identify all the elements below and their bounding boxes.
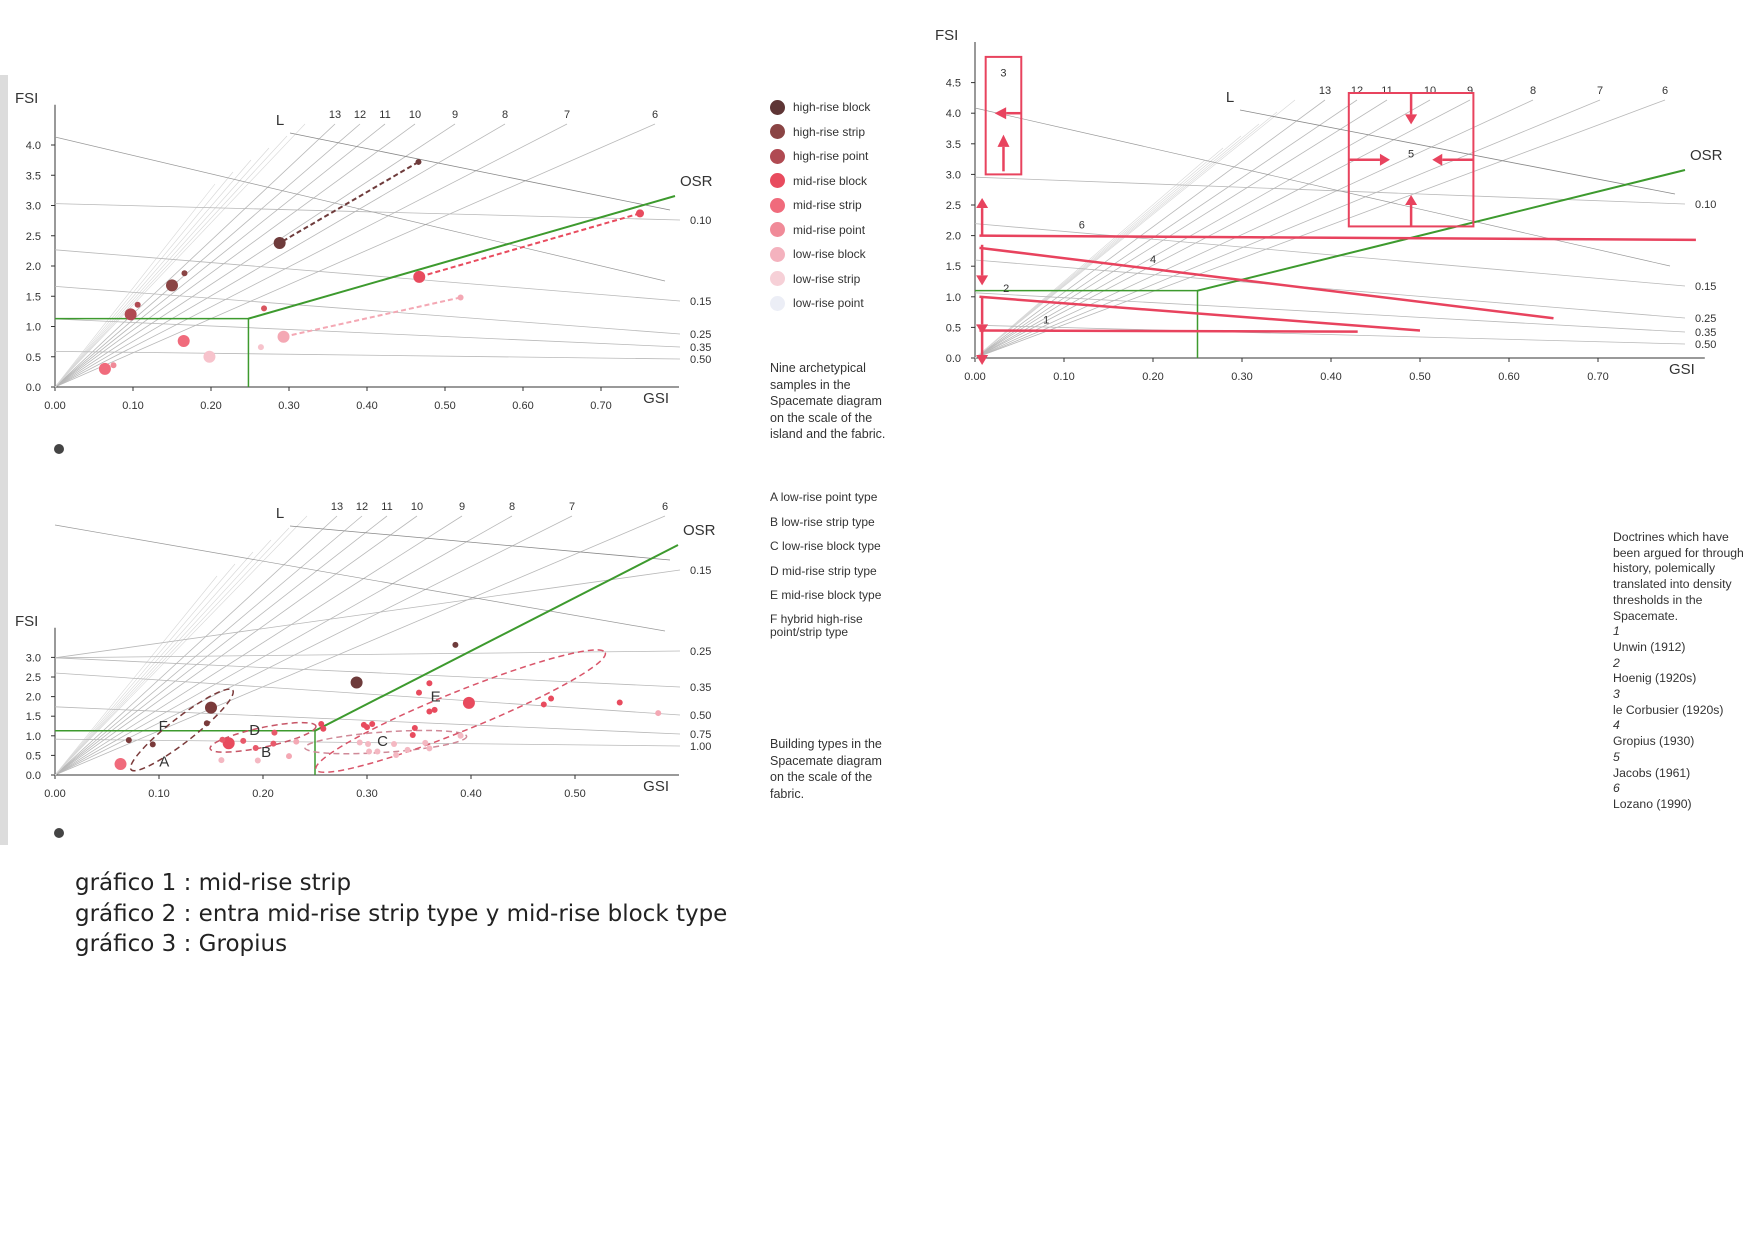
data-point (271, 730, 277, 736)
y-tick-label: 3.5 (25, 170, 41, 183)
legend-swatch (770, 222, 785, 237)
data-point (369, 721, 375, 727)
y-tick-label: 2.5 (25, 672, 41, 684)
group-label: B (261, 743, 272, 761)
legend-item (770, 144, 870, 169)
osr-value-label: 0.35 (690, 342, 712, 354)
y-tick-label: 1.0 (25, 730, 41, 743)
x-axis-label: GSI (643, 778, 669, 795)
data-point (240, 738, 246, 744)
data-point (366, 748, 372, 754)
doctrine-line-label: 1 (1043, 314, 1050, 327)
l-ray (55, 516, 362, 775)
osr-value-label: 0.10 (690, 215, 712, 227)
data-point (255, 757, 261, 763)
data-point (655, 710, 661, 716)
chart-3-svg (920, 27, 1723, 450)
l-value-label: 10 (1423, 85, 1437, 97)
osr-value-label: 0.50 (1695, 339, 1717, 351)
osr-value-label: 0.25 (1695, 313, 1717, 325)
l-ray (55, 124, 385, 387)
l-ray (55, 516, 337, 775)
osr-value-label: 0.75 (690, 729, 712, 741)
osr-diagonal (290, 133, 670, 210)
l-label: L (275, 112, 285, 129)
l-ray-minor (975, 124, 1259, 358)
y-tick-label: 4.5 (945, 77, 961, 90)
data-point (258, 344, 264, 350)
building-type-label: low-rise point type (780, 490, 878, 504)
legend-swatch (770, 247, 785, 262)
x-tick-label: 0.20 (252, 788, 274, 800)
legend-item (770, 218, 870, 243)
legend-item (770, 169, 870, 194)
doctrine-number: 6 (1613, 781, 1620, 796)
y-tick-label: 2.5 (945, 200, 961, 212)
data-point (415, 159, 421, 165)
y-tick-label: 0.5 (945, 322, 961, 335)
data-point (115, 758, 127, 770)
l-ray (55, 516, 417, 775)
x-tick-label: 0.40 (1320, 371, 1342, 383)
data-point (357, 739, 363, 745)
data-point (261, 305, 267, 311)
x-tick-label: 0.00 (44, 400, 66, 412)
doctrine-arrowhead (1432, 154, 1442, 166)
legend-swatch (770, 173, 785, 188)
x-tick-label: 0.50 (564, 788, 586, 800)
data-point (458, 294, 464, 300)
notes-block (75, 868, 727, 960)
chart-1-caption: Nine archetypical samples in the Spacemate diagram on the scale of the island and the fabric. (770, 361, 886, 441)
y-tick-label: 3.0 (25, 652, 41, 665)
doctrine-arrowhead (1380, 154, 1390, 166)
y-tick-label: 1.5 (945, 261, 961, 274)
y-tick-label: 4.0 (945, 108, 961, 121)
l-value-label: 11 (381, 501, 393, 513)
osr-line (975, 260, 1685, 318)
building-type-item (770, 485, 920, 510)
x-tick-label: 0.40 (356, 400, 378, 412)
doctrine-arrowhead (976, 355, 988, 365)
legend-label: low-rise strip (793, 271, 861, 286)
x-tick-label: 0.60 (512, 400, 534, 412)
doctrine-number: 5 (1613, 749, 1620, 764)
l-value-label: 11 (379, 109, 391, 121)
l-value-label: 7 (1596, 85, 1604, 97)
group-label: E (430, 688, 441, 706)
l-ray-minor (975, 136, 1241, 358)
osr-line (975, 293, 1685, 332)
l-value-label: 8 (501, 109, 509, 121)
osr-diagonal-2 (55, 137, 665, 281)
osr-value-label: 0.15 (690, 565, 712, 577)
sample-connector (284, 297, 461, 336)
data-point (413, 271, 425, 283)
doctrine-arrowhead (995, 107, 1007, 119)
osr-value-label: 0.15 (1695, 281, 1717, 293)
x-tick-label: 0.60 (1498, 371, 1520, 383)
l-value-label: 11 (1381, 85, 1393, 97)
l-value-label: 8 (1529, 85, 1537, 97)
doctrine-name: le Corbusier (1920s) (1613, 702, 1724, 717)
y-tick-label: 1.5 (25, 711, 41, 724)
l-value-label: 8 (508, 501, 516, 513)
doctrine-number: 1 (1613, 624, 1620, 639)
l-ray-minor (55, 136, 287, 387)
l-value-label: 12 (355, 501, 369, 513)
group-label: C (377, 732, 389, 750)
l-ray (55, 516, 665, 775)
data-point (178, 335, 190, 347)
l-value-label: 9 (1466, 85, 1474, 97)
x-tick-label: 0.10 (122, 400, 144, 412)
l-value-label: 7 (563, 109, 571, 121)
osr-value-label: 0.50 (690, 710, 712, 722)
osr-line (55, 673, 680, 715)
y-axis-label: FSI (15, 89, 39, 107)
note-line: gráfico 1 : mid-rise strip (75, 870, 352, 896)
legend-label: low-rise block (793, 247, 866, 261)
data-point (204, 720, 210, 726)
y-tick-label: 3.0 (25, 200, 41, 213)
l-value-label: 6 (651, 109, 659, 121)
l-ray-minor (55, 124, 305, 387)
y-tick-label: 0.0 (25, 770, 41, 782)
osr-label: OSR (683, 522, 716, 539)
data-point (181, 270, 187, 276)
l-ray (55, 124, 360, 387)
data-point (166, 279, 178, 291)
osr-diagonal (290, 526, 670, 560)
x-tick-label: 0.10 (1053, 371, 1075, 383)
data-point (253, 745, 259, 751)
doctrine-line-label: 4 (1149, 254, 1157, 267)
osr-line (55, 570, 680, 658)
data-point (393, 752, 399, 758)
doctrine-number: 2 (1613, 655, 1620, 670)
l-value-label: 12 (1350, 85, 1364, 97)
l-ray-minor (55, 516, 307, 775)
l-label: L (275, 505, 285, 522)
doctrine-box-3-label: 3 (1000, 67, 1007, 80)
doctrine-name: Unwin (1912) (1613, 639, 1686, 654)
data-point (203, 351, 215, 363)
legend-label: high-rise strip (793, 124, 866, 139)
osr-diagonal (1240, 110, 1675, 194)
legend-label: mid-rise block (793, 173, 868, 188)
doctrine-name: Lozano (1990) (1613, 796, 1692, 811)
data-point (150, 741, 156, 747)
building-type-item (770, 583, 920, 608)
doctrine-line-label: 6 (1078, 219, 1085, 232)
osr-value-label: 0.25 (690, 329, 712, 341)
legend-swatch (770, 124, 785, 139)
osr-line (975, 224, 1685, 286)
data-point (293, 739, 299, 745)
y-tick-label: 2.0 (945, 230, 961, 243)
data-point (205, 702, 217, 714)
osr-value-label: 0.50 (690, 354, 712, 366)
x-tick-label: 0.30 (1231, 371, 1253, 383)
data-point (426, 708, 432, 714)
legend-item (770, 193, 870, 218)
x-tick-label: 0.00 (44, 788, 66, 800)
doctrine-arrowhead (997, 135, 1009, 147)
y-tick-label: 0.5 (25, 750, 41, 763)
osr-value-label: 0.10 (1695, 199, 1717, 211)
x-tick-label: 0.70 (1587, 371, 1609, 383)
doctrine-arrowhead (976, 198, 988, 208)
chart-1-panel (0, 75, 740, 475)
building-type-letter: E (770, 588, 782, 603)
osr-line (975, 325, 1685, 344)
building-type-label: hybrid high-rise point/strip type (770, 611, 863, 639)
l-value-label: 10 (408, 109, 422, 121)
building-type-item (770, 559, 920, 584)
building-type-item (770, 534, 920, 559)
chart-1-svg (0, 75, 740, 475)
x-tick-label: 0.20 (200, 400, 222, 412)
building-type-letter: C (770, 539, 782, 554)
data-point (422, 740, 428, 746)
legend-label: low-rise point (793, 296, 864, 310)
legend-swatch (770, 149, 785, 164)
y-tick-label: 2.0 (25, 261, 41, 273)
x-tick-label: 0.70 (590, 400, 612, 412)
doctrine-line (979, 330, 1357, 331)
legend-swatch (770, 100, 785, 115)
doctrine-arrowhead (1405, 114, 1417, 124)
data-point (426, 745, 432, 751)
page-number-icon-2 (54, 828, 64, 838)
data-point (412, 725, 418, 731)
l-value-label: 13 (1318, 85, 1332, 97)
l-value-label: 9 (451, 109, 459, 121)
osr-label: OSR (1690, 147, 1723, 164)
data-point (286, 753, 292, 759)
note-line: gráfico 2 : entra mid-rise strip type y mid-rise block type (75, 900, 728, 927)
data-point (111, 362, 117, 368)
osr-line (55, 319, 680, 347)
legend-item (770, 267, 870, 292)
building-type-label: mid-rise strip type (782, 563, 877, 578)
y-tick-label: 4.0 (25, 140, 41, 152)
doctrine-name: Jacobs (1961) (1613, 765, 1691, 780)
building-type-letter: F (770, 611, 781, 626)
l-ray (55, 124, 655, 387)
l-label: L (1225, 89, 1235, 106)
data-point (463, 697, 475, 709)
y-axis-label: FSI (15, 612, 39, 630)
building-type-label: low-rise strip type (781, 514, 875, 529)
l-value-label: 9 (458, 501, 466, 513)
l-value-label: 12 (353, 109, 367, 121)
osr-line (975, 177, 1685, 204)
chart-1-legend (770, 95, 870, 316)
doctrine-box-5-label: 5 (1408, 148, 1415, 161)
y-tick-label: 1.0 (945, 291, 961, 304)
l-ray-minor (975, 100, 1295, 358)
data-point (458, 733, 464, 739)
data-point (126, 737, 132, 743)
y-tick-label: 2.0 (25, 691, 41, 704)
l-ray (55, 516, 572, 775)
group-label: D (249, 722, 261, 740)
l-ray-minor (55, 576, 217, 775)
data-point (426, 680, 432, 686)
data-point (320, 726, 326, 732)
doctrines-list (1613, 530, 1748, 813)
legend-label: high-rise point (793, 149, 869, 163)
l-value-label: 13 (330, 501, 344, 513)
doctrine-number: 4 (1613, 718, 1620, 733)
building-type-label: mid-rise block type (781, 588, 882, 603)
data-point (270, 741, 276, 747)
data-point (218, 757, 224, 763)
legend-item (770, 242, 870, 267)
data-point (219, 737, 225, 743)
x-tick-label: 0.30 (356, 788, 378, 800)
legend-item (770, 95, 870, 120)
x-axis-label: GSI (643, 390, 669, 407)
building-type-letter: B (770, 514, 782, 529)
doctrine-number: 3 (1613, 687, 1620, 702)
osr-line (55, 658, 680, 687)
data-point (410, 732, 416, 738)
x-tick-label: 0.30 (278, 400, 300, 412)
legend-label: high-rise block (793, 100, 871, 114)
l-ray-minor (55, 184, 215, 387)
data-point (135, 302, 141, 308)
x-tick-label: 0.40 (460, 788, 482, 800)
building-type-letter: D (770, 563, 782, 578)
page-number-icon (54, 444, 64, 454)
x-tick-label: 0.00 (964, 371, 986, 383)
group-label: A (159, 753, 170, 771)
osr-line (55, 351, 680, 359)
y-tick-label: 3.5 (945, 138, 961, 151)
data-point (617, 699, 623, 705)
osr-line (55, 204, 680, 220)
data-point (391, 741, 397, 747)
building-type-item (770, 510, 920, 535)
sample-connector (280, 162, 419, 243)
data-point (636, 209, 644, 217)
l-ray (55, 124, 415, 387)
data-point (432, 707, 438, 713)
data-point (99, 363, 111, 375)
group-label: F (158, 718, 168, 736)
osr-diagonal-2 (975, 108, 1670, 266)
chart-2-svg (0, 480, 740, 860)
x-tick-label: 0.10 (148, 788, 170, 800)
y-tick-label: 2.5 (25, 230, 41, 243)
chart-2-caption: Building types in the Spacemate diagram on the scale of the fabric. (770, 737, 882, 801)
doctrine-name: Hoenig (1920s) (1613, 671, 1697, 686)
data-point (125, 308, 137, 320)
chart-3-panel (920, 27, 1723, 450)
y-tick-label: 0.5 (25, 351, 41, 364)
legend-swatch (770, 198, 785, 213)
osr-value-label: 0.35 (690, 682, 712, 694)
x-tick-label: 0.50 (434, 400, 456, 412)
data-point (364, 724, 370, 730)
doctrine-line (979, 236, 1695, 240)
y-tick-label: 0.0 (25, 382, 41, 394)
data-point (452, 642, 458, 648)
osr-value-label: 1.00 (690, 741, 712, 753)
l-value-label: 7 (568, 501, 576, 513)
x-axis-label: GSI (1668, 361, 1695, 378)
x-tick-label: 0.20 (1142, 371, 1164, 383)
l-value-label: 13 (328, 109, 342, 121)
legend-item (770, 120, 870, 145)
doctrine-arrowhead (976, 275, 988, 285)
doctrine-name: Gropius (1930) (1613, 734, 1695, 749)
osr-value-label: 0.35 (1695, 327, 1717, 339)
data-point (274, 237, 286, 249)
osr-value-label: 0.15 (690, 296, 712, 308)
data-point (365, 741, 371, 747)
l-ray (55, 516, 387, 775)
chart-2-panel (0, 480, 740, 860)
building-type-label: low-rise block type (782, 539, 881, 554)
l-value-label: 6 (1661, 85, 1669, 97)
y-tick-label: 1.0 (25, 321, 41, 334)
l-ray (55, 516, 512, 775)
legend-swatch (770, 296, 785, 311)
legend-label: mid-rise point (793, 222, 866, 237)
l-value-label: 10 (410, 501, 424, 513)
threshold-box (975, 291, 1198, 358)
y-axis-label: FSI (935, 27, 959, 44)
note-line: gráfico 3 : Gropius (75, 931, 288, 957)
l-ray-minor (55, 564, 235, 775)
y-tick-label: 0.0 (945, 353, 961, 365)
legend-item (770, 291, 870, 316)
legend-swatch (770, 271, 785, 286)
data-point (416, 690, 422, 696)
data-point (405, 747, 411, 753)
l-ray (55, 124, 335, 387)
building-type-item (770, 608, 890, 639)
legend-label: mid-rise strip (793, 198, 862, 212)
y-tick-label: 3.0 (945, 169, 961, 182)
data-point (541, 701, 547, 707)
data-point (351, 676, 363, 688)
doctrine-line-label: 2 (1003, 282, 1010, 295)
doctrines-intro: Doctrines which have been argued for through history, polemically translated into density thresholds in the Spacemate. (1613, 530, 1744, 623)
x-tick-label: 0.50 (1409, 371, 1431, 383)
data-point (548, 696, 554, 702)
l-value-label: 6 (661, 501, 669, 513)
data-point (278, 331, 290, 343)
osr-label: OSR (680, 173, 713, 190)
osr-line (55, 651, 680, 658)
building-type-letter: A (770, 490, 781, 504)
y-tick-label: 1.5 (25, 291, 41, 304)
osr-value-label: 0.25 (690, 646, 712, 658)
building-types-list (770, 485, 920, 639)
